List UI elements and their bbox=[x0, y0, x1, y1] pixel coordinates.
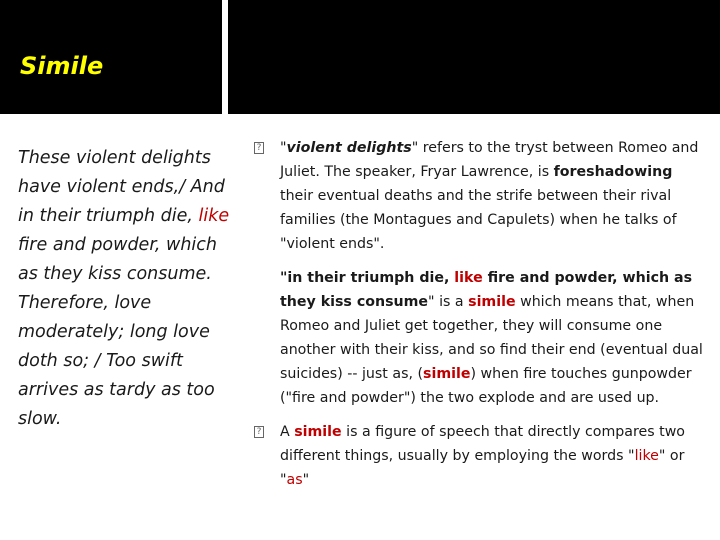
bullet-1-p2-text-a: " is a bbox=[428, 294, 469, 310]
bullet-1-paragraph-2 bbox=[280, 266, 706, 410]
term-violent-delights: violent delights bbox=[286, 140, 412, 156]
term-simile-definition: simile bbox=[294, 424, 342, 440]
quote-mark: " bbox=[280, 140, 287, 156]
bullet-1-text-b: their eventual deaths and the strife between their rival families (the Montagues and Capulets) when he talks of "violent ends". bbox=[280, 188, 677, 252]
quote-part-2: fire and powder, which as they kiss consume. Therefore, love moderately; long love doth so; / Too swift arrives as tardy as too slow. bbox=[18, 235, 218, 429]
bullet-2-text-d: " bbox=[302, 472, 310, 488]
bullet-1-text-a: " refers to the tryst between Romeo and Juliet. The speaker, Fryar Lawrence, is bbox=[280, 140, 699, 180]
word-as: as bbox=[286, 472, 303, 488]
quote-triumph-a: "in their triumph die, bbox=[280, 270, 455, 286]
term-foreshadowing: foreshadowing bbox=[553, 164, 673, 180]
quote-triumph-like: like bbox=[454, 270, 483, 286]
term-simile-2: simile bbox=[423, 366, 471, 382]
bullet-1-p2-text-c: ) when fire touches gunpowder ("fire and powder") the two explode and are used up. bbox=[280, 366, 692, 406]
quote-like-highlight: like bbox=[198, 206, 230, 226]
term-simile: simile bbox=[468, 294, 516, 310]
explanation-list bbox=[254, 136, 706, 502]
box-bullet-icon: ? bbox=[254, 426, 264, 438]
title-band-right bbox=[228, 0, 720, 114]
bullet-1-paragraph-1 bbox=[280, 136, 706, 256]
bullet-2-text-b: is a figure of speech that directly compares two different things, usually by employing the words " bbox=[280, 424, 685, 464]
title-band bbox=[0, 0, 720, 114]
romeo-juliet-quote bbox=[18, 144, 236, 434]
bullet-1-p2-text-b: which means that, when Romeo and Juliet get together, they will consume one another with their kiss, and so find their end (eventual dual suicides) -- just as, ( bbox=[280, 294, 703, 382]
bullet-2-paragraph bbox=[280, 420, 706, 492]
bullet-2-text-c: " or " bbox=[280, 448, 685, 488]
slide-title: Simile bbox=[20, 52, 104, 80]
word-like: like bbox=[634, 448, 659, 464]
bullet-simile-definition bbox=[254, 420, 706, 492]
quote-triumph-b: fire and powder, which as they kiss consume bbox=[280, 270, 693, 310]
bullet-violent-delights bbox=[254, 136, 706, 410]
box-bullet-icon: ? bbox=[254, 142, 264, 154]
bullet-2-text-a: A bbox=[280, 424, 295, 440]
quote-part-1: These violent delights have violent ends,/ And in their triumph die, bbox=[18, 148, 225, 226]
